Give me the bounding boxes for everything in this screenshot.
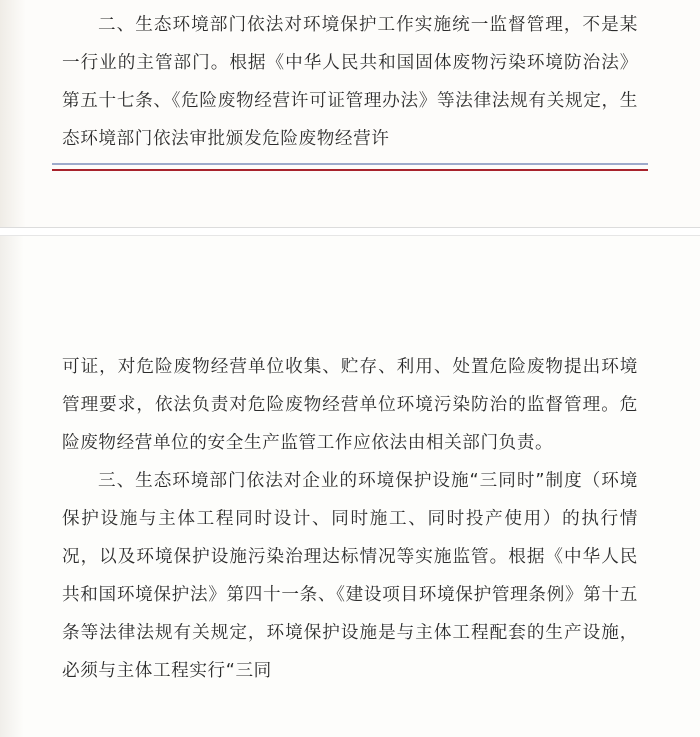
paragraph-item-3: 三、生态环境部门依法对企业的环境保护设施“三同时”制度（环境保护设施与主体工程同时设计、同时施工、同时投产使用）的执行情况，以及环境保护设施污染治理达标情况等实施监管。根据《中华人民共和国环境保护法》第四十一条、《建设项目环境保护管理条例》第十五条等法律法规有关规定，环境保护设施是与主体工程配套的生产设施，必须与主体工程实行“三同 <box>62 471 638 681</box>
blue-rule-artifact <box>52 163 648 165</box>
bottom-paragraph-block <box>62 348 638 690</box>
scan-fragment-top <box>0 0 700 228</box>
paragraph-item-2: 二、生态环境部门依法对环境保护工作实施统一监督管理，不是某一行业的主管部门。根据《中华人民共和国固体废物污染环境防治法》第五十七条、《危险废物经营许可证管理办法》等法律法规有关规定，生态环境部门依法审批颁发危险废物经营许 <box>62 15 638 149</box>
scan-fragment-bottom <box>0 236 700 737</box>
top-paragraph-block <box>62 6 638 158</box>
red-rule-artifact <box>52 169 648 171</box>
paragraph-continuation: 可证，对危险废物经营单位收集、贮存、利用、处置危险废物提出环境管理要求，依法负责对危险废物经营单位环境污染防治的监督管理。危险废物经营单位的安全生产监管工作应依法由相关部门负责。 <box>62 357 638 453</box>
